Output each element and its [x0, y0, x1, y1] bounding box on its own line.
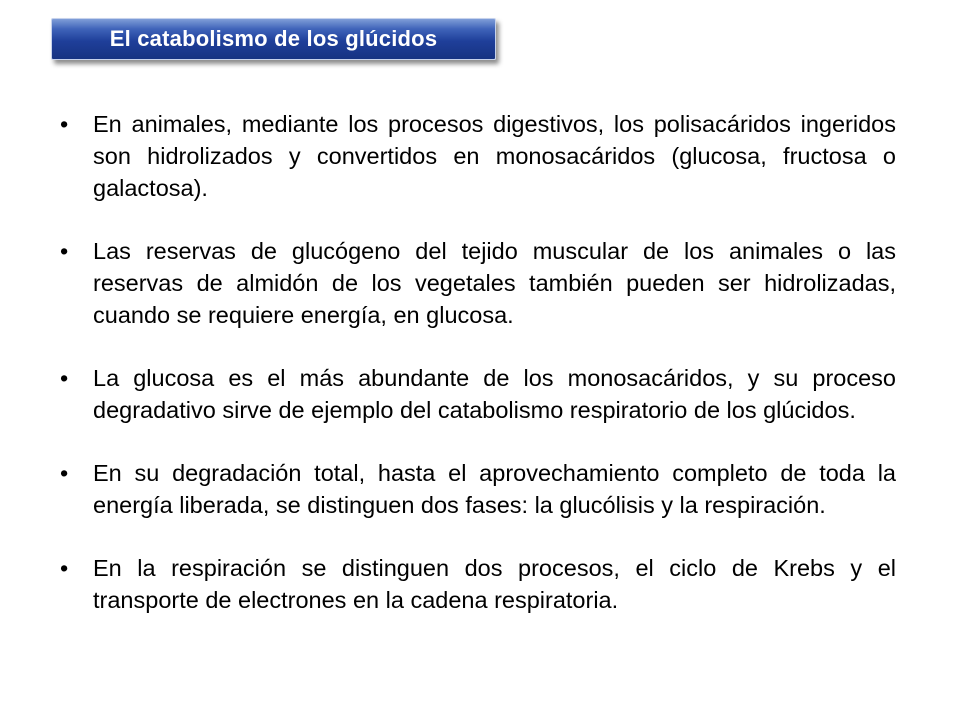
bullet-text: En su degradación total, hasta el aprovechamiento completo de toda la energía liberada, se distinguen dos fases: la glucólisis y la respiración.	[93, 460, 896, 518]
bullet-item	[60, 457, 896, 521]
slide-title: El catabolismo de los glúcidos	[109, 26, 438, 51]
bullet-icon: •	[60, 238, 69, 264]
bullet-icon: •	[60, 460, 69, 486]
bullet-item	[60, 235, 896, 331]
bullet-text: En la respiración se distinguen dos procesos, el ciclo de Krebs y el transporte de electrones en la cadena respiratoria.	[93, 555, 896, 613]
bullet-item	[60, 552, 896, 616]
bullet-text: En animales, mediante los procesos digestivos, los polisacáridos ingeridos son hidrolizados y convertidos en monosacáridos (glucosa, fructosa o galactosa).	[93, 111, 896, 201]
bullet-text: La glucosa es el más abundante de los monosacáridos, y su proceso degradativo sirve de ejemplo del catabolismo respiratorio de los glúcidos.	[93, 365, 896, 423]
bullet-icon: •	[60, 365, 69, 391]
title-banner	[51, 18, 496, 60]
bullet-item	[60, 108, 896, 204]
bullet-icon: •	[60, 111, 69, 137]
bullet-text: Las reservas de glucógeno del tejido muscular de los animales o las reservas de almidón de los vegetales también pueden ser hidrolizadas, cuando se requiere energía, en glucosa.	[93, 238, 896, 328]
bullet-icon: •	[60, 555, 69, 581]
bullet-item	[60, 362, 896, 426]
bullet-list	[60, 108, 896, 647]
